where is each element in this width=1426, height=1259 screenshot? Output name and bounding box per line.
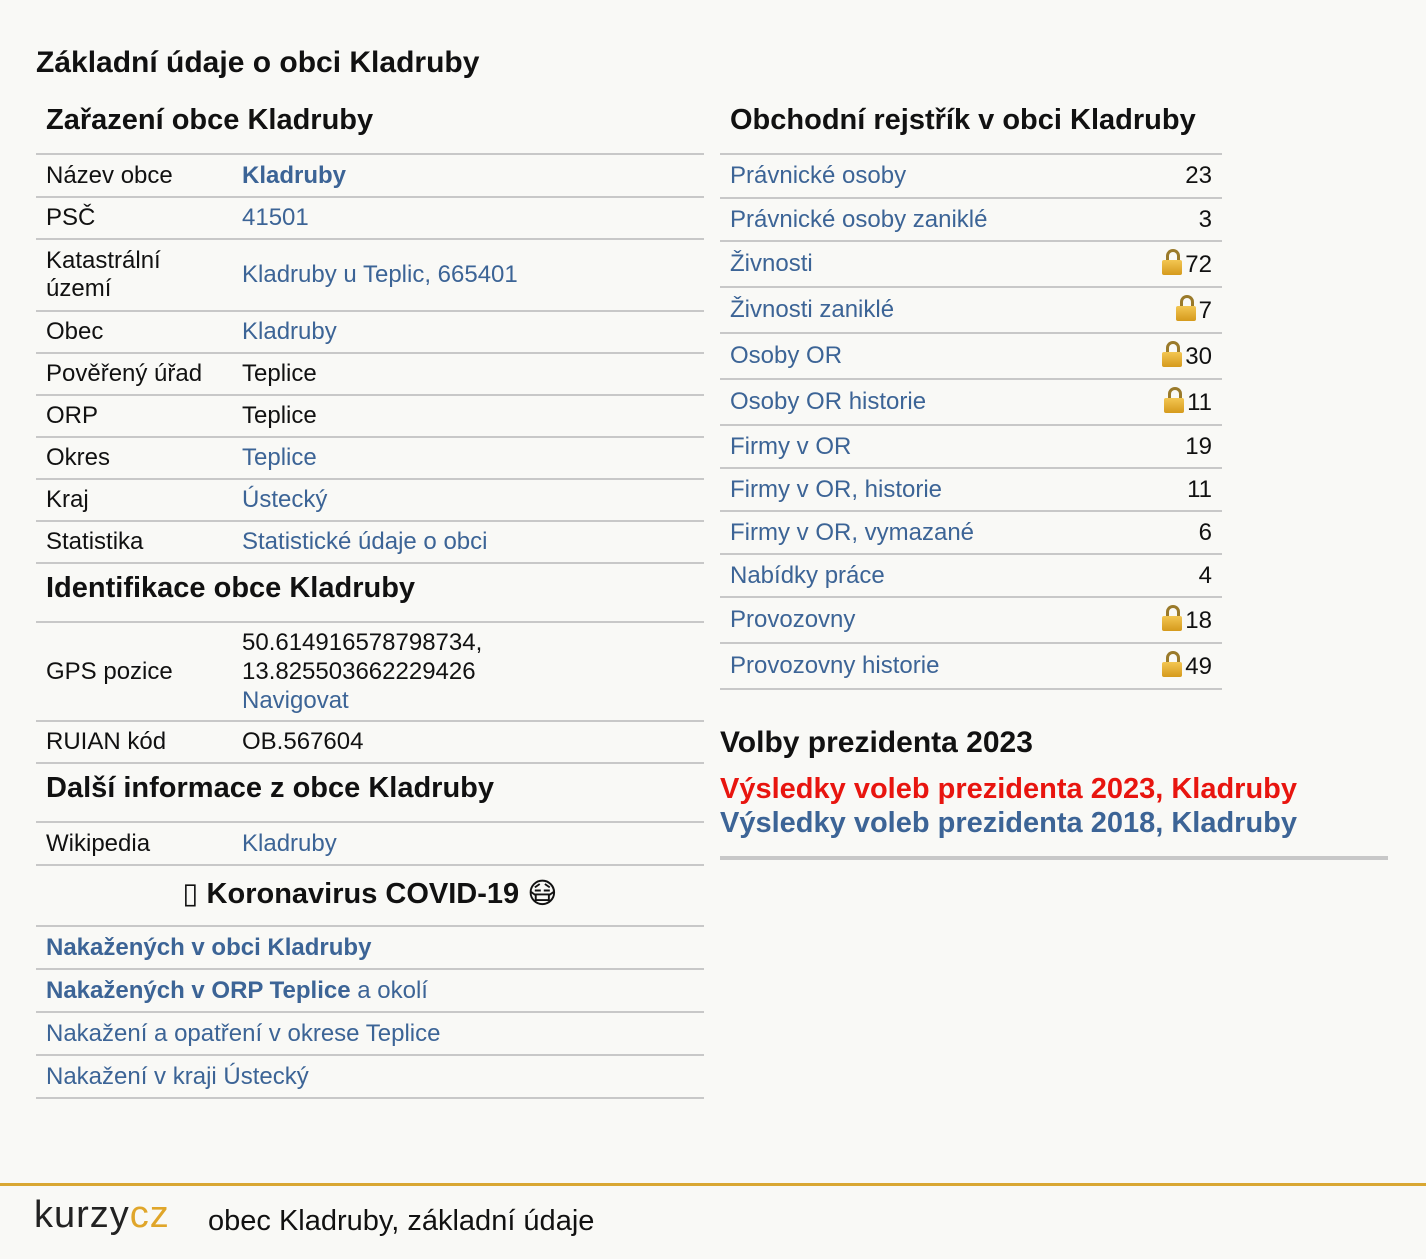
table-row — [36, 927, 704, 969]
covid-heading — [36, 866, 704, 927]
covid-kraj-link[interactable]: Nakažení v kraji Ústecký — [46, 1062, 309, 1090]
rejstrik-link[interactable]: Firmy v OR — [730, 432, 852, 460]
katastr-link[interactable]: Kladruby u Teplic, 665401 — [242, 261, 518, 288]
rejstrik-count: 30 — [1185, 343, 1212, 370]
row-label: Obec — [36, 311, 232, 353]
row-label: PSČ — [36, 197, 232, 239]
lock-icon — [1162, 651, 1182, 677]
table-row — [36, 197, 704, 239]
row-label: RUIAN kód — [36, 721, 232, 763]
okres-link[interactable]: Teplice — [242, 444, 317, 471]
rejstrik-link[interactable]: Právnické osoby — [730, 162, 907, 189]
table-row — [36, 1055, 704, 1098]
table-row — [36, 521, 704, 563]
table-row — [720, 425, 1222, 468]
table-row — [36, 155, 704, 197]
table-row — [720, 468, 1222, 511]
table-row — [36, 823, 704, 865]
rejstrik-count: 23 — [1185, 162, 1212, 189]
rejstrik-count: 11 — [1187, 475, 1212, 503]
rejstrik-count: 11 — [1187, 389, 1212, 416]
obec-link[interactable]: Kladruby — [242, 318, 337, 345]
rejstrik-count: 19 — [1185, 432, 1212, 460]
row-label: Kraj — [36, 479, 232, 521]
rejstrik-count: 3 — [1198, 205, 1212, 233]
rejstrik-count: 49 — [1185, 653, 1212, 680]
row-label: ORP — [36, 395, 232, 437]
page-title: Základní údaje o obci Kladruby — [36, 46, 480, 79]
lock-icon — [1164, 387, 1184, 413]
right-column — [720, 96, 1388, 860]
covid-obec-link[interactable]: Nakažených v obci Kladruby — [46, 933, 372, 961]
rejstrik-link[interactable]: Firmy v OR, historie — [730, 475, 943, 503]
statistika-link[interactable]: Statistické údaje o obci — [242, 528, 488, 555]
logo-text-cz: cz — [129, 1194, 170, 1236]
identifikace-table — [36, 623, 704, 764]
table-row — [36, 1012, 704, 1055]
identifikace-heading: Identifikace obce Kladruby — [36, 564, 704, 623]
rejstrik-rows — [720, 155, 1222, 689]
table-row — [720, 554, 1222, 597]
table-row — [36, 437, 704, 479]
navigate-link[interactable]: Navigovat — [242, 687, 349, 714]
rejstrik-link[interactable]: Živnosti — [730, 250, 813, 277]
table-row — [720, 333, 1222, 379]
table-row — [720, 643, 1222, 689]
zarazeni-heading: Zařazení obce Kladruby — [36, 96, 704, 155]
table-row — [36, 623, 704, 721]
rejstrik-count: 72 — [1185, 251, 1212, 278]
logo-text-kurzy: kurzy — [34, 1194, 130, 1236]
volby-heading: Volby prezidenta 2023 — [720, 726, 1033, 759]
rejstrik-link[interactable]: Provozovny historie — [730, 652, 940, 679]
table-row — [36, 395, 704, 437]
footer — [0, 1183, 1426, 1259]
covid-table — [36, 927, 704, 1099]
covid-orp-suffix: a okolí — [350, 976, 428, 1004]
row-label: GPS pozice — [36, 623, 232, 721]
table-row — [36, 239, 704, 311]
row-label: Název obce — [36, 155, 232, 197]
table-row — [720, 511, 1222, 554]
table-row — [36, 479, 704, 521]
table-row — [720, 198, 1222, 241]
left-column — [36, 96, 704, 1099]
table-row — [36, 353, 704, 395]
footer-text: obec Kladruby, základní údaje — [208, 1205, 595, 1237]
orp-value: Teplice — [232, 395, 704, 437]
rejstrik-link[interactable]: Nabídky práce — [730, 561, 885, 589]
covid-orp-link[interactable]: Nakažených v ORP Teplice — [46, 976, 351, 1004]
row-label: Okres — [36, 437, 232, 479]
dalsi-table — [36, 823, 704, 866]
rejstrik-link[interactable]: Firmy v OR, vymazané — [730, 518, 975, 546]
table-row — [720, 379, 1222, 425]
table-row — [720, 597, 1222, 643]
row-label: Pověřený úřad — [36, 353, 232, 395]
kurzy-logo[interactable] — [34, 1194, 170, 1237]
rejstrik-table — [720, 155, 1222, 690]
dalsi-heading: Další informace z obce Kladruby — [36, 764, 704, 823]
wikipedia-link[interactable]: Kladruby — [242, 829, 337, 857]
divider — [720, 856, 1388, 860]
row-label: Wikipedia — [36, 823, 232, 865]
poverene-urad-value: Teplice — [232, 353, 704, 395]
zarazeni-table — [36, 155, 704, 564]
ruian-value: OB.567604 — [232, 721, 704, 763]
table-row — [36, 311, 704, 353]
kraj-link[interactable]: Ústecký — [242, 486, 328, 513]
rejstrik-link[interactable]: Provozovny — [730, 606, 856, 633]
table-row — [36, 969, 704, 1012]
rejstrik-link[interactable]: Osoby OR historie — [730, 388, 927, 415]
rejstrik-link[interactable]: Živnosti zaniklé — [730, 296, 895, 323]
volby-2018-link[interactable]: Výsledky voleb prezidenta 2018, Kladruby — [720, 807, 1298, 839]
gps-lon: 13.825503662229426 — [242, 658, 476, 685]
volby-section — [720, 726, 1388, 860]
rejstrik-count: 4 — [1198, 561, 1212, 589]
rejstrik-count: 18 — [1185, 607, 1212, 634]
rejstrik-count: 6 — [1198, 518, 1212, 546]
lock-icon — [1162, 605, 1182, 631]
row-label: Statistika — [36, 521, 232, 563]
volby-2023-link[interactable]: Výsledky voleb prezidenta 2023, Kladruby — [720, 773, 1298, 805]
table-row — [720, 155, 1222, 198]
covid-heading-text: ▯ Koronavirus COVID-19 — [182, 878, 520, 910]
table-row — [720, 241, 1222, 287]
lock-icon — [1162, 341, 1182, 367]
psc-link[interactable]: 41501 — [242, 204, 309, 231]
lock-icon — [1162, 249, 1182, 275]
rejstrik-link[interactable]: Osoby OR — [730, 342, 843, 369]
lock-icon — [1176, 295, 1196, 321]
gps-lat: 50.614916578798734, — [242, 629, 483, 656]
table-row — [720, 287, 1222, 333]
rejstrik-heading: Obchodní rejstřík v obci Kladruby — [720, 96, 1222, 155]
face-mask-icon: 😷 — [527, 878, 558, 910]
covid-okres-link[interactable]: Nakažení a opatření v okrese Teplice — [46, 1019, 441, 1047]
row-label: Katastrální území — [36, 239, 232, 311]
obec-name-link[interactable]: Kladruby — [242, 161, 347, 189]
rejstrik-link[interactable]: Právnické osoby zaniklé — [730, 205, 988, 233]
table-row — [36, 721, 704, 763]
rejstrik-count: 7 — [1198, 297, 1212, 324]
